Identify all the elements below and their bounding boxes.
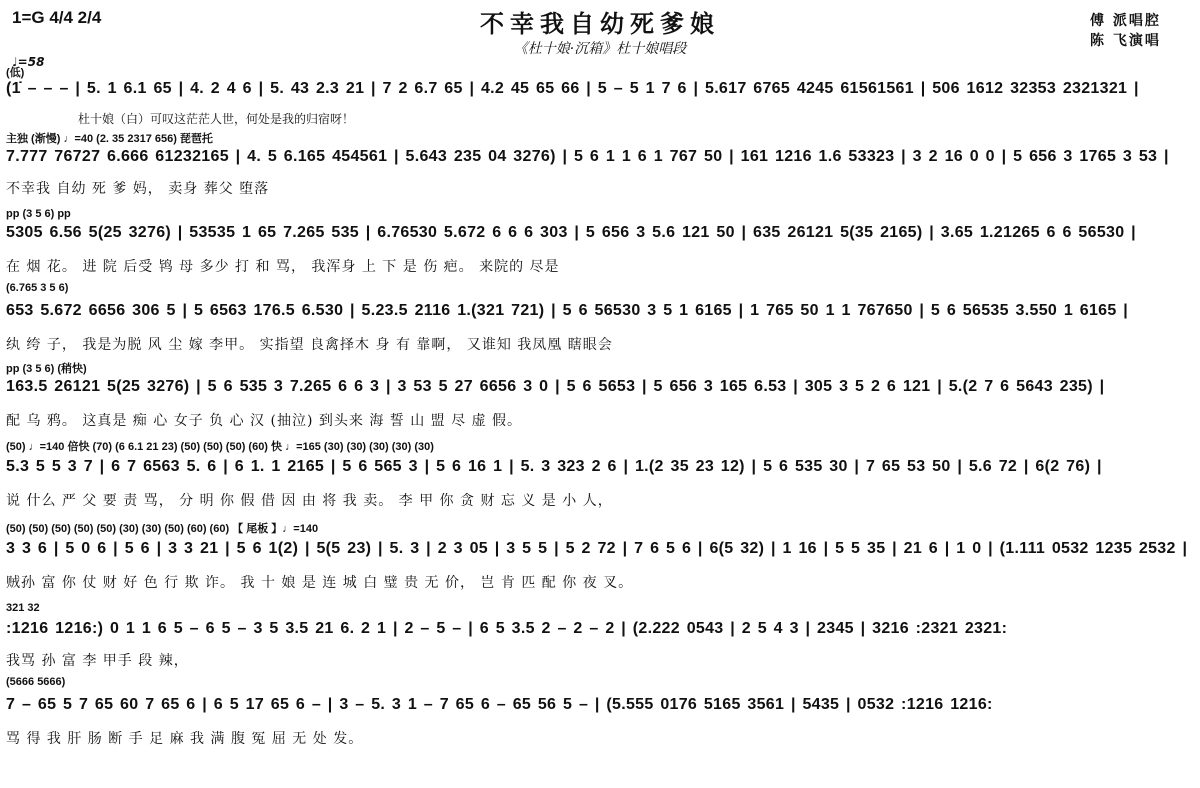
line-8-notes: :1216 1216:) 0 1 1 6 5 – 6 5 – 3 5 3.5 21 6. 2 1 | 2 – 5 – | 6 5 3.5 2 – 2 – 2 | (2.222 0543 | 2 5 4 3 | 2345 | 3216 :2321 2321: [6,620,1008,637]
line-2-lyrics: 不幸我 自幼 死 爹 妈， 卖身 葬父 堕落 [6,181,270,197]
spoken-line: 杜十娘（白）可叹这茫茫人世，何处是我的归宿呀！ [78,112,355,126]
line-8-marks: 321 32 [6,602,40,614]
line-3-notes: 5305 6.56 5(25 3276) | 53535 1 65 7.265 535 | 6.76530 5.672 6 6 6 303 | 5 656 3 5.6 121 50 | 635 26121 5(35 2165) | 3.65 1.21265 6 6 56530 | [6,224,1136,241]
line-8-lyrics: 我骂 孙 富 李 甲手 段 辣， [6,653,189,669]
line-5-lyrics: 配 乌 鸦。 这真是 痴 心 女子 负 心 汉 (抽泣) 到头来 海 誓 山 盟 尽 虚 假。 [6,413,523,429]
line-7-lyrics: 贼孙 富 你 仗 财 好 色 行 欺 诈。 我 十 娘 是 连 城 白 璧 贵 无 价， 岂 肯 匹 配 你 夜 叉。 [6,575,634,591]
line-5-marks: pp (3 5 6) (稍快) [6,363,87,375]
line-6-notes: 5.3 5 5 3 7 | 6 7 6563 5. 6 | 6 1. 1 2165 | 5 6 565 3 | 5 6 16 1 | 5. 3 323 2 6 | 1.(2 35 23 12) | 5 6 535 30 | 7 65 53 50 | 5.6 72 | 6(2 76) | [6,458,1102,475]
line-4-marks: (6.765 3 5 6) [6,282,69,294]
credit-style: 傅 派唱腔 [1090,13,1161,29]
line-9-lyrics: 骂 得 我 肝 肠 断 手 足 麻 我 满 腹 冤 屈 无 处 发。 [6,731,364,747]
line-1-notes: (1̇ – – – | 5. 1 6.1 65 | 4. 2 4 6 | 5. 43 2.3 21 | 7 2 6.7 65 | 4.2 45 65 66 | 5 – 5 1 7 6 | 5.617 6765 4245 61561561 | 506 1612 32353 2321321 | [6,80,1139,97]
line-7-marks: (50) (50) (50) (50) (50) (30) (30) (50) (60) (60) 【 尾板 】♩=140 [6,523,319,535]
line-4-lyrics: 纨 绔 子， 我是为脱 风 尘 嫁 李甲。 实指望 良禽择木 身 有 靠啊， 又谁知 我凤凰 瞎眼会 [6,337,613,353]
credit-singer: 陈 飞演唱 [1090,33,1161,49]
song-title: 不幸我自幼死爹娘 [480,9,720,38]
line-3-marks: pp (3 5 6) pp [6,208,71,220]
line-9-notes: 7 – 65 5 7 65 60 7 65 6 | 6 5 17 65 6 – | 3 – 5. 3 1 – 7 65 6 – 65 56 5 – | (5.555 0176 5165 3561 | 5435 | 0532 :1216 1216: [6,696,993,713]
line-6-lyrics: 说 什么 严 父 要 责 骂， 分 明 你 假 借 因 由 将 我 卖。 李 甲 你 贪 财 忘 义 是 小 人， [6,493,613,509]
line-9-marks: (5666 5666) [6,676,66,688]
line-2-marks: 主独 (渐慢) ♩=40 (2. 35 2317 656) 琵琶托 [6,133,213,145]
tempo-marking: ♩=58 [12,55,45,69]
key-signature: 1=G 4/4 2/4 [12,8,102,27]
line-2-notes: 7.777 76727 6.666 61232165 | 4. 5 6.165 454561 | 5.643 235 04 3276) | 5 6 1 1 6 1 767 50 | 161 1216 1.6 53323 | 3 2 16 0 0 | 5 656 3 1765 3 53 | [6,148,1169,165]
line-1-marks: (低) [6,67,25,79]
song-subtitle: 《杜十娘·沉箱》杜十娘唱段 [513,41,687,57]
line-7-notes: 3 3 6 | 5 0 6 | 5 6 | 3 3 21 | 5 6 1(2) | 5(5 23) | 5. 3 | 2 3 05 | 3 5 5 | 5 2 72 | 7 6 5 6 | 6(5 32) | 1 16 | 5 5 35 | 21 6 | 1 0 | (1.111 0532 1235 2532 | [6,540,1188,557]
line-4-notes: 653 5.672 6656 306 5 | 5 6563 176.5 6.530 | 5.23.5 2116 1.(321 721) | 5 6 56530 3 5 1 6165 | 1 765 50 1 1 767650 | 5 6 56535 3.550 1 6165 | [6,302,1129,319]
line-3-lyrics: 在 烟 花。 进 院 后受 鸨 母 多少 打 和 骂， 我浑身 上 下 是 伤 疤。 来院的 尽是 [6,259,560,275]
line-5-notes: 163.5 26121 5(25 3276) | 5 6 535 3 7.265 6 6 3 | 3 53 5 27 6656 3 0 | 5 6 5653 | 5 656 3 165 6.53 | 305 3 5 2 6 121 | 5.(2 7 6 5643 235) | [6,378,1105,395]
line-6-marks: (50) ♩=140 倍快 (70) (6 6.1 21 23) (50) (50) (50) (60) 快 ♩=165 (30) (30) (30) (30) (30) [6,441,434,453]
